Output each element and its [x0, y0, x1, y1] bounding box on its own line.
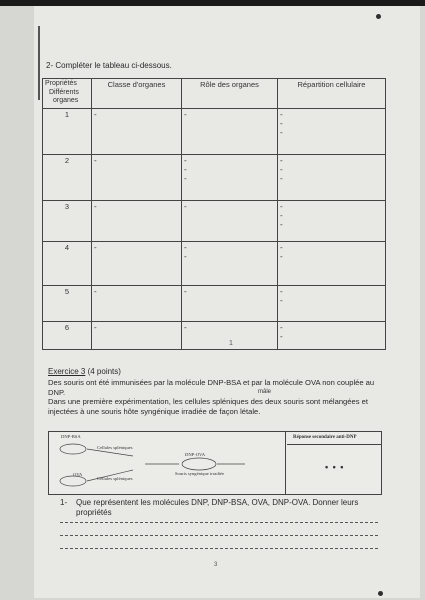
- table-row: [43, 155, 386, 201]
- label-host-mouse: Souris syngénique irradiée: [175, 471, 224, 476]
- answer-dash: -: [94, 322, 97, 332]
- organ-role-cell[interactable]: [182, 155, 278, 201]
- header-organ-role: Rôle des organes: [182, 79, 278, 109]
- cell-distribution-cell[interactable]: [278, 109, 386, 155]
- table-row: [43, 321, 386, 349]
- organ-class-cell[interactable]: [92, 201, 182, 241]
- answer-dash: -: [184, 110, 187, 119]
- answer-dash: -: [184, 322, 187, 332]
- header-organ-class: Classe d'organes: [92, 79, 182, 109]
- label-dnp-ova: DNP-OVA: [185, 452, 206, 457]
- answer-dash: -: [280, 165, 283, 175]
- page-number: 3: [214, 562, 218, 568]
- answer-dash: -: [184, 202, 187, 212]
- ellipsis: • • •: [325, 462, 345, 472]
- organ-class-cell[interactable]: [92, 285, 182, 321]
- answer-line: [60, 535, 378, 536]
- answer-line: [60, 522, 378, 523]
- organ-number: 3: [64, 202, 70, 212]
- organ-number: 1: [64, 110, 70, 119]
- arrow-line: [87, 449, 133, 456]
- answer-dash: -: [94, 242, 97, 252]
- cell-distribution-cell[interactable]: [278, 241, 386, 285]
- organ-number-cell: [43, 241, 92, 285]
- answer-dash: -: [280, 128, 283, 137]
- organ-class-cell[interactable]: [92, 321, 182, 349]
- organ-number-cell: [43, 285, 92, 321]
- host-mouse-icon: [182, 458, 216, 470]
- label-spleen-cells-1: Cellules spléniques: [97, 445, 133, 450]
- answer-dash: -: [184, 156, 187, 166]
- organ-number: 2: [64, 156, 70, 166]
- answer-dash: -: [94, 156, 97, 166]
- organ-class-cell[interactable]: [92, 155, 182, 201]
- answer-dash: -: [94, 110, 97, 119]
- organ-number: 6: [64, 322, 70, 332]
- organ-number-cell: [43, 155, 92, 201]
- organ-class-cell[interactable]: [92, 241, 182, 285]
- handwritten-note: mâle: [258, 389, 272, 395]
- answer-dash: -: [184, 286, 187, 296]
- question-number: 1-: [60, 498, 68, 507]
- answer-dash: -: [280, 331, 283, 341]
- header-cell-distribution: Répartition cellulaire: [278, 79, 386, 109]
- organ-number: 4: [64, 242, 70, 252]
- punch-hole: [378, 591, 383, 596]
- organ-number: 5: [64, 286, 70, 296]
- exercise-title: Exercice 3 (4 points): [48, 367, 121, 376]
- answer-dash: -: [280, 174, 283, 184]
- organ-number-cell: [43, 201, 92, 241]
- mouse-dnp-bsa-icon: [60, 444, 86, 454]
- answer-dash: -: [184, 242, 187, 252]
- answer-dash: -: [280, 295, 283, 305]
- answer-dash: -: [280, 220, 283, 230]
- answer-dash: -: [184, 165, 187, 175]
- label-ova: OVA: [73, 472, 83, 477]
- exercise-paragraph-1: Des souris ont été immunisées par la molécule DNP-BSA et par la molécule OVA non couplée au DNP.: [48, 378, 375, 397]
- answer-dash: -: [280, 251, 283, 261]
- exercise-paragraph-2: Dans une première expérimentation, les cellules spléniques des deux souris sont mélangées et injectées à une souris hôte syngénique irradiée de façon létale.: [48, 397, 368, 416]
- cell-distribution-cell[interactable]: [278, 155, 386, 201]
- answer-dash: -: [280, 119, 283, 128]
- table-header-row: [43, 79, 386, 109]
- question-text: Que représentent les molécules DNP, DNP-BSA, OVA, DNP-OVA. Donner leurs propriétés: [76, 498, 359, 517]
- answer-dash: -: [280, 211, 283, 221]
- answer-dash: -: [280, 110, 283, 119]
- cell-distribution-cell[interactable]: [278, 201, 386, 241]
- organ-number-cell: [43, 109, 92, 155]
- answer-dash: -: [280, 202, 283, 212]
- mouse-ova-icon: [60, 476, 86, 486]
- answer-dash: -: [280, 322, 283, 332]
- table-row: [43, 241, 386, 285]
- answer-dash: -: [280, 156, 283, 166]
- table-row: [43, 285, 386, 321]
- binding-mark: [38, 26, 40, 100]
- organ-number-cell: [43, 321, 92, 349]
- experiment-figure: [48, 431, 382, 495]
- secondary-response-header: Réponse secondaire anti-DNP: [293, 435, 357, 440]
- answer-dash: -: [94, 286, 97, 296]
- pen-mark: 1: [229, 340, 233, 347]
- cell-distribution-cell[interactable]: [278, 285, 386, 321]
- organ-role-cell[interactable]: [182, 241, 278, 285]
- table-row: [43, 109, 386, 155]
- answer-dash: -: [280, 286, 283, 296]
- answer-dash: -: [184, 251, 187, 261]
- table-row: [43, 201, 386, 241]
- organ-role-cell[interactable]: [182, 285, 278, 321]
- answer-dash: -: [184, 174, 187, 184]
- experiment-diagram: [49, 432, 285, 494]
- answer-dash: -: [280, 242, 283, 252]
- answer-dash: -: [94, 202, 97, 212]
- answer-line: [60, 548, 378, 549]
- organs-table: [42, 78, 386, 350]
- organ-class-cell[interactable]: [92, 109, 182, 155]
- label-dnp-bsa: DNP-BSA: [61, 434, 81, 439]
- figure-divider: [285, 432, 286, 494]
- label-spleen-cells-2: Cellules spléniques: [97, 476, 133, 481]
- header-properties: Propriétés Différents organes: [43, 79, 92, 109]
- organ-role-cell[interactable]: [182, 109, 278, 155]
- table-instruction: 2- Compléter le tableau ci-dessous.: [46, 61, 172, 70]
- organ-role-cell[interactable]: [182, 201, 278, 241]
- punch-hole: [376, 14, 381, 19]
- cell-distribution-cell[interactable]: [278, 321, 386, 349]
